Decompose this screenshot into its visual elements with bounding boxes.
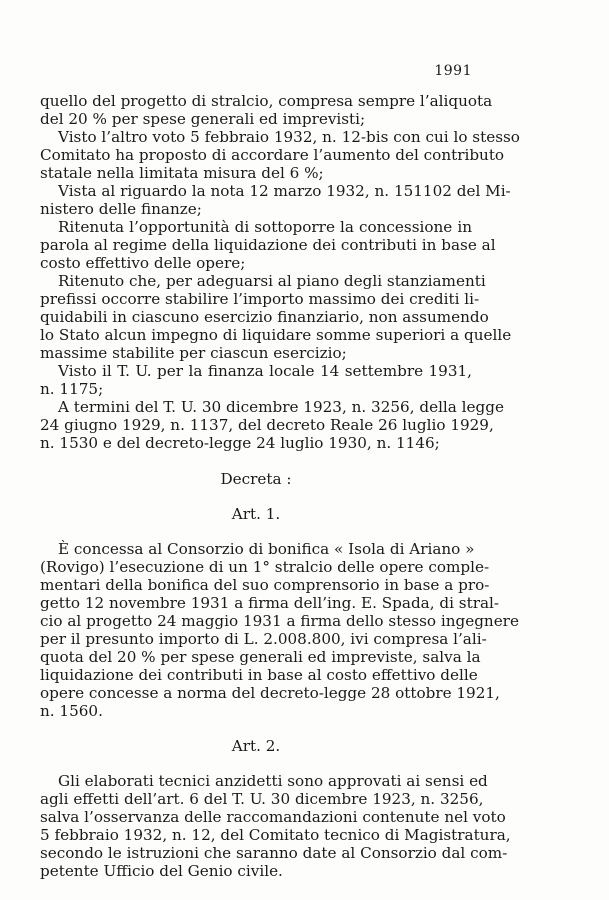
preamble-line: lo Stato alcun impegno di liquidare somme superiori a quelle bbox=[40, 326, 512, 344]
article-1-line: (Rovigo) l’esecuzione di un 1° stralcio delle opere comple- bbox=[40, 558, 490, 576]
preamble-line: quello del progetto di stralcio, compresa sempre l’aliquota bbox=[40, 92, 493, 110]
article-1-line: cio al progetto 24 maggio 1931 a firma dello stesso ingegnere bbox=[40, 612, 519, 630]
preamble-line: Visto il T. U. per la finanza locale 14 settembre 1931, bbox=[58, 362, 472, 380]
article-1-line: n. 1560. bbox=[40, 702, 103, 720]
article-1-line: quota del 20 % per spese generali ed impreviste, salva la bbox=[40, 648, 481, 666]
article-2-line: petente Ufficio del Genio civile. bbox=[40, 862, 283, 880]
article-2-line: agli effetti dell’art. 6 del T. U. 30 dicembre 1923, n. 3256, bbox=[40, 790, 484, 808]
article-1-line: liquidazione dei contributi in base al costo effettivo delle bbox=[40, 666, 478, 684]
preamble-line: parola al regime della liquidazione dei contributi in base al bbox=[40, 236, 496, 254]
page-number: 1991 bbox=[434, 63, 472, 79]
preamble-line: Ritenuta l’opportunità di sottoporre la concessione in bbox=[58, 218, 472, 236]
article-2-line: secondo le istruzioni che saranno date al Consorzio dal com- bbox=[40, 844, 508, 862]
preamble-line: 24 giugno 1929, n. 1137, del decreto Reale 26 luglio 1929, bbox=[40, 416, 494, 434]
preamble-line: Comitato ha proposto di accordare l’aumento del contributo bbox=[40, 146, 505, 164]
preamble-line: Visto l’altro voto 5 febbraio 1932, n. 12-bis con cui lo stesso bbox=[58, 128, 520, 146]
preamble-line: Vista al riguardo la nota 12 marzo 1932, n. 151102 del Mi- bbox=[58, 182, 511, 200]
preamble-line: nistero delle finanze; bbox=[40, 200, 202, 218]
preamble-line: Ritenuto che, per adeguarsi al piano degli stanziamenti bbox=[58, 272, 486, 290]
article-2-line: Gli elaborati tecnici anzidetti sono approvati ai sensi ed bbox=[58, 772, 488, 790]
preamble-line: quidabili in ciascuno esercizio finanziario, non assumendo bbox=[40, 308, 489, 326]
article-2-line: salva l’osservanza delle raccomandazioni contenute nel voto bbox=[40, 808, 506, 826]
preamble-line: prefissi occorre stabilire l’importo massimo dei crediti li- bbox=[40, 290, 480, 308]
article-1-heading: Art. 1. bbox=[231, 505, 281, 523]
decreta-heading: Decreta : bbox=[220, 470, 292, 488]
preamble-line: costo effettivo delle opere; bbox=[40, 254, 246, 272]
article-2-line: 5 febbraio 1932, n. 12, del Comitato tecnico di Magistratura, bbox=[40, 826, 511, 844]
article-1-line: mentari della bonifica del suo comprensorio in base a pro- bbox=[40, 576, 490, 594]
preamble-line: massime stabilite per ciascun esercizio; bbox=[40, 344, 347, 362]
preamble-line: statale nella limitata misura del 6 %; bbox=[40, 164, 324, 182]
article-1-line: opere concesse a norma del decreto-legge 28 ottobre 1921, bbox=[40, 684, 500, 702]
article-2-heading: Art. 2. bbox=[231, 737, 281, 755]
article-1-line: per il presunto importo di L. 2.008.800, ivi compresa l’ali- bbox=[40, 630, 487, 648]
preamble-line: n. 1530 e del decreto-legge 24 luglio 1930, n. 1146; bbox=[40, 434, 440, 452]
article-1-line: getto 12 novembre 1931 a firma dell’ing. E. Spada, di stral- bbox=[40, 594, 499, 612]
article-1-line: È concessa al Consorzio di bonifica « Isola di Ariano » bbox=[58, 540, 475, 558]
preamble-line: del 20 % per spese generali ed imprevisti; bbox=[40, 110, 366, 128]
preamble-line: A termini del T. U. 30 dicembre 1923, n. 3256, della legge bbox=[58, 398, 504, 416]
preamble-line: n. 1175; bbox=[40, 380, 104, 398]
